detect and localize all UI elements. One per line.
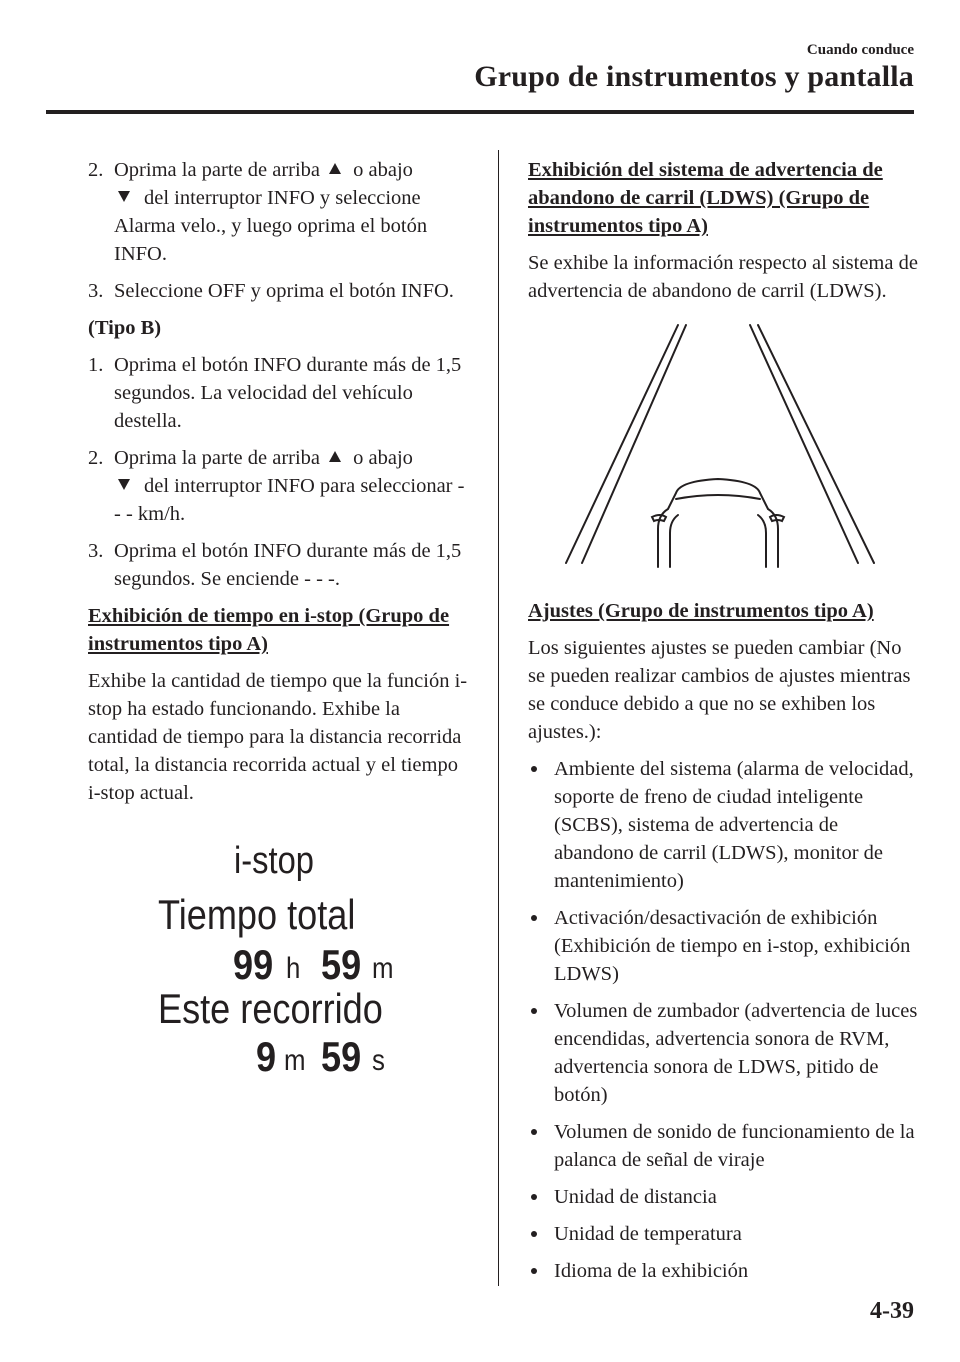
step-text: del interruptor INFO y seleccione Alarma velo., y luego oprima el botón INFO. [114,187,428,265]
car-icon [652,479,784,567]
step-text: Oprima el botón INFO durante más de 1,5 segundos. Se enciende - - -. [114,540,462,590]
step-text: Seleccione OFF y oprima el botón INFO. [114,280,454,302]
list-item-text: Unidad de temperatura [554,1223,742,1245]
list-item [528,1257,920,1285]
bullet-icon [531,915,537,921]
list-item [528,904,920,988]
list-item [528,997,920,1109]
ldws-description: Se exhibe la información respecto al sistema de advertencia de abandono de carril (LDWS). [528,252,918,302]
ldws-heading: Exhibición del sistema de advertencia de abandono de carril (LDWS) (Grupo de instrumentos tipo A) [528,159,883,237]
total-minutes-value: 59 [321,941,362,988]
bullet-icon [531,1231,537,1237]
total-time-label: Tiempo total [158,891,356,938]
istop-heading: Exhibición de tiempo en i-stop (Grupo de instrumentos tipo A) [88,605,450,655]
settings-intro: Los siguientes ajustes se pueden cambiar (No se pueden realizar cambios de ajustes mientras se conduce debido a que no se exhiben los ajustes.): [528,637,911,743]
list-item-text: Ambiente del sistema (alarma de velocidad, soporte de freno de ciudad inteligente (SCBS), sistema de advertencia de abandono de carril (LDWS), monitor de mantenimiento) [554,758,914,892]
header-rule [46,110,914,114]
step-item [88,277,468,305]
down-arrow-icon [118,479,130,490]
page-title: Grupo de instrumentos y pantalla [474,60,914,93]
step-number: 3. [88,280,104,302]
step-text: Oprima la parte de arriba [114,159,321,181]
trip-minutes-value: 9 [256,1033,277,1080]
page-number: 4-39 [870,1298,914,1324]
right-column [528,156,920,1294]
left-column [88,156,468,1078]
list-item [528,755,920,895]
istop-title: i-stop [234,840,314,882]
left-lane-line-outer [566,325,678,563]
list-item-text: Unidad de distancia [554,1186,717,1208]
seconds-unit: s [372,1044,385,1077]
step-text: Oprima el botón INFO durante más de 1,5 segundos. La velocidad del vehículo destella. [114,354,462,432]
bullet-icon [531,1008,537,1014]
step-number: 2. [88,447,104,469]
list-item-text: Idioma de la exhibición [554,1260,749,1282]
step-item [88,537,468,593]
bullet-icon [531,1194,537,1200]
list-item [528,1220,920,1248]
settings-heading: Ajustes (Grupo de instrumentos tipo A) [528,600,874,622]
bullet-icon [531,1268,537,1274]
istop-display [88,816,468,1078]
step-number: 3. [88,540,104,562]
step-number: 2. [88,159,104,181]
step-item [88,444,468,528]
bullet-icon [531,1129,537,1135]
trip-seconds-value: 59 [321,1033,362,1080]
minutes-unit: m [372,952,394,985]
total-hours-value: 99 [233,941,274,988]
up-arrow-icon [329,163,341,174]
step-number: 1. [88,354,104,376]
step-item [88,156,468,268]
column-divider [498,150,499,1286]
ldws-lane-illustration [528,323,920,583]
step-text: o abajo [353,447,413,469]
step-item [88,351,468,435]
list-item-text: Activación/desactivación de exhibición (Exhibición de tiempo en i-stop, exhibición LDWS) [554,907,911,985]
list-item [528,1118,920,1174]
list-item-text: Volumen de sonido de funcionamiento de la palanca de señal de viraje [554,1121,915,1171]
type-b-label: (Tipo B) [88,317,162,339]
istop-description: Exhibe la cantidad de tiempo que la función i-stop ha estado funcionando. Exhibe la cantidad de tiempo para la distancia recorrida total, la distancia recorrida actual y el tiempo i-stop actual. [88,670,468,804]
step-text: del interruptor INFO para seleccionar - - - km/h. [114,475,465,525]
up-arrow-icon [329,451,341,462]
step-text: Oprima la parte de arriba [114,447,321,469]
section-label: Cuando conduce [806,42,914,58]
step-text: o abajo [353,159,413,181]
list-item-text: Volumen de zumbador (advertencia de luces encendidas, advertencia sonora de RVM, advertencia sonora de LDWS, pitido de botón) [554,1000,918,1106]
list-item [528,1183,920,1211]
trip-minutes-unit: m [284,1044,306,1077]
trip-label: Este recorrido [158,985,383,1032]
down-arrow-icon [118,191,130,202]
hours-unit: h [286,952,301,985]
right-lane-line-outer [758,325,874,563]
bullet-icon [531,766,537,772]
